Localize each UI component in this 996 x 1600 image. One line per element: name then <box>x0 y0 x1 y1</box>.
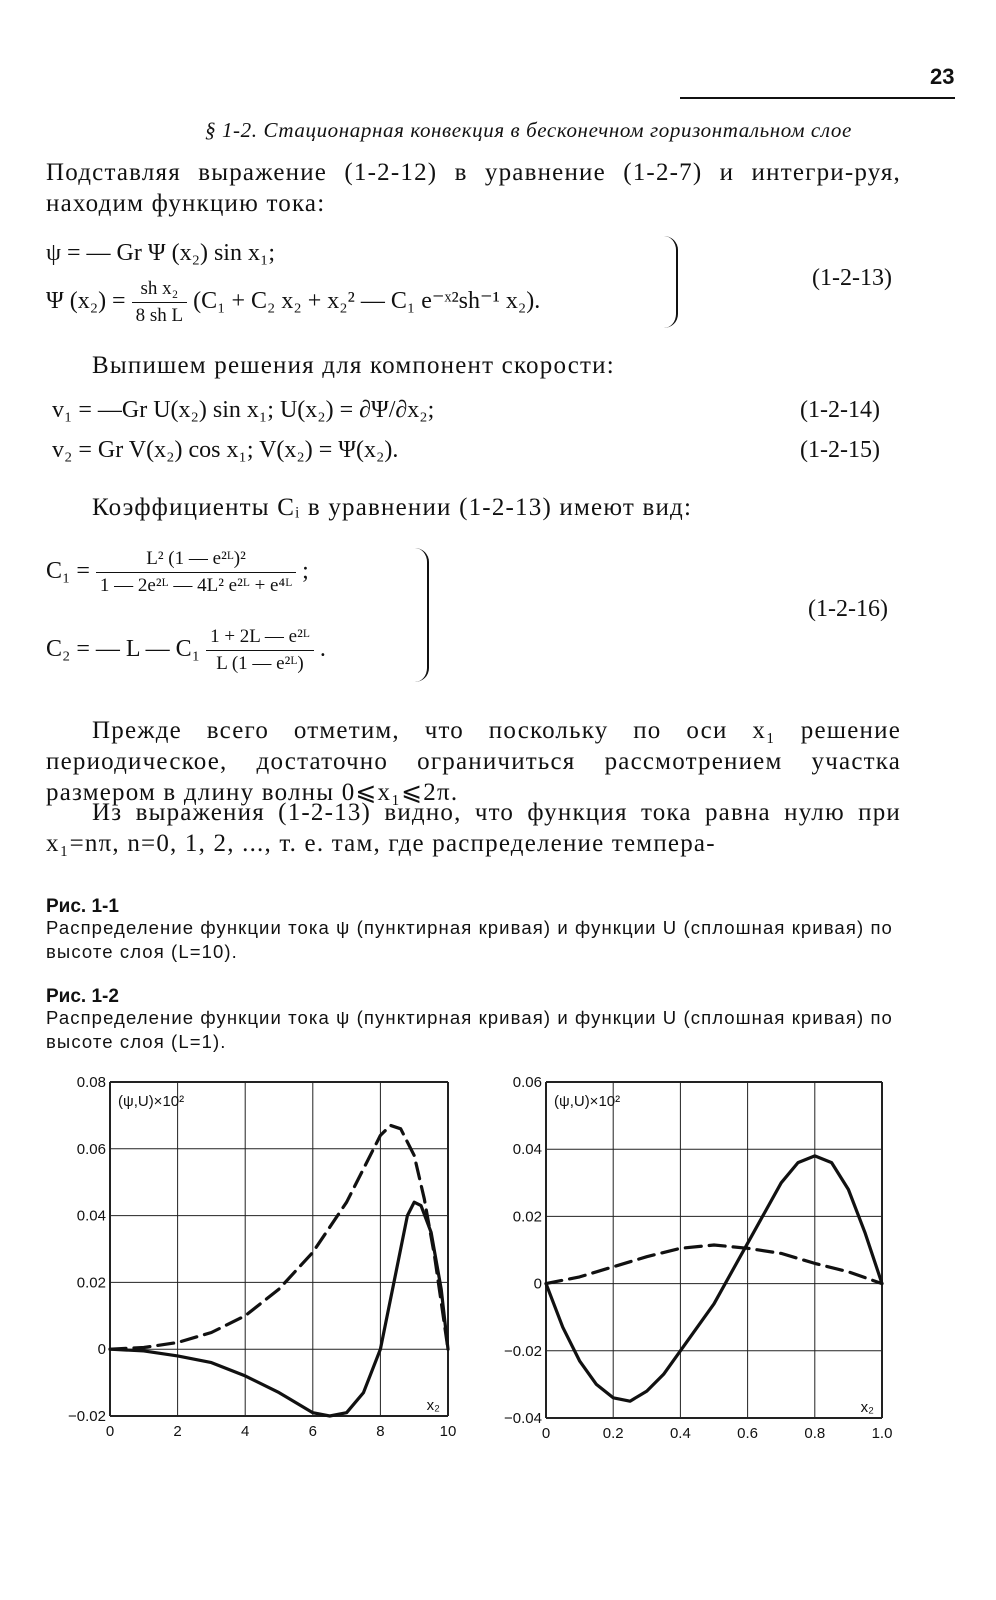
page-number: 23 <box>930 64 955 89</box>
chart-2 <box>480 1070 920 1460</box>
u-function-curve <box>546 1156 882 1401</box>
y-tick-label: −0.04 <box>504 1410 542 1427</box>
x-tick-label: 8 <box>376 1423 385 1440</box>
equation-16-c2: C₂ = — L — C₁ $\frac{\text{1 + 2L — e²ᴸ}}{\text{L (1 — e²ᴸ)}}$ . <box>46 626 326 674</box>
x-tick-label: 0.4 <box>669 1425 691 1442</box>
equation-13-number: (1-2-13) <box>812 265 892 291</box>
equation-15: v₂ = Gr V(x₂) cos x₁; V(x₂) = Ψ(x₂). <box>52 437 399 463</box>
equation-14: v₁ = —Gr U(x₂) sin x₁; U(x₂) = ∂Ψ/∂x₂; <box>52 397 435 423</box>
section-header: § 1-2. Стационарная конвекция в бесконечном горизонтальном слое <box>205 118 852 142</box>
equation-13-brace <box>664 236 678 328</box>
x-axis-label: x₂ <box>426 1397 440 1414</box>
x-tick-label: 0 <box>541 1425 551 1442</box>
equation-13-line1: ψ = — Gr Ψ (x₂) sin x₁; <box>46 240 275 266</box>
y-tick-label: 0.08 <box>76 1074 106 1091</box>
figure-1-caption: Распределение функции тока ψ (пунктирная кривая) и функции U (сплошная кривая) по высоте слоя (L=10). <box>46 917 893 962</box>
paragraph-2: Выпишем решения для компонент скорости: <box>92 352 615 379</box>
paragraph-5: Из выражения (1-2-13) видно, что функция тока равна нулю при x₁=nπ, n=0, 1, 2, ..., т. е. там, где распределение темпера- <box>46 799 901 857</box>
x-tick-label: 0.8 <box>804 1425 826 1442</box>
u-function-curve <box>110 1202 448 1416</box>
y-tick-label: 0.04 <box>512 1141 542 1159</box>
equation-16-brace <box>415 548 429 682</box>
y-tick-label: 0 <box>533 1275 542 1293</box>
x-tick-label: 0.2 <box>602 1425 624 1442</box>
equation-16-c1: C₁ = $\frac{\text{L² (1 — e²ᴸ)²}}{\text{1 — 2e²ᴸ — 4L² e²ᴸ + e⁴ᴸ}}$ ; <box>46 548 309 596</box>
x-tick-label: 2 <box>173 1423 182 1440</box>
x-tick-label: 4 <box>241 1423 250 1440</box>
y-tick-label: −0.02 <box>68 1408 106 1425</box>
figure-1-label: Рис. 1-1 <box>46 896 119 917</box>
stream-function-curve <box>110 1125 448 1349</box>
header-rule <box>680 97 955 99</box>
y-tick-label: 0.02 <box>512 1208 542 1226</box>
y-tick-label: 0.04 <box>76 1207 106 1225</box>
paragraph-1: Подставляя выражение (1-2-12) в уравнение (1-2-7) и интегри-руя, находим функцию тока: <box>46 159 901 217</box>
equation-15-number: (1-2-15) <box>800 437 880 463</box>
equation-13-fraction: $\frac{\text{sh x₂}}{\text{8 sh L}}$ <box>132 278 188 327</box>
axis-title: (ψ,U)×10² <box>554 1093 621 1110</box>
stream-function-curve <box>546 1245 882 1284</box>
axis-title: (ψ,U)×10² <box>118 1093 185 1110</box>
x-tick-label: 6 <box>308 1423 317 1440</box>
x-tick-label: 0 <box>105 1423 115 1440</box>
x-tick-label: 1.0 <box>871 1425 893 1442</box>
figure-2-caption: Распределение функции тока ψ (пунктирная кривая) и функции U (сплошная кривая) по высоте слоя (L=1). <box>46 1007 893 1052</box>
y-tick-label: 0.02 <box>76 1274 106 1292</box>
y-tick-label: 0 <box>97 1341 106 1359</box>
chart-1 <box>40 1070 480 1460</box>
x-tick-label: 0.6 <box>737 1425 759 1442</box>
figure-2-label: Рис. 1-2 <box>46 986 119 1007</box>
x-tick-label: 10 <box>439 1423 457 1440</box>
paragraph-4: Прежде всего отметим, что поскольку по оси x₁ решение периодическое, достаточно ограничиться рассмотрением участка размером в длину волны 0⩽x₁⩽2π. <box>46 717 901 806</box>
equation-16-number: (1-2-16) <box>808 596 888 622</box>
equation-16-c2-fraction: $\frac{\text{1 + 2L — e²ᴸ}}{\text{L (1 — e²ᴸ)}}$ <box>206 626 314 675</box>
equation-14-number: (1-2-14) <box>800 397 880 423</box>
y-tick-label: 0.06 <box>76 1140 106 1158</box>
x-axis-label: x₂ <box>860 1399 874 1416</box>
equation-13-line2: Ψ (x₂) = $\frac{\text{sh x₂}}{\text{8 sh L}}$ (C₁ + C₂ x₂ + x₂² — C₁ e⁻ˣ²sh⁻¹ x₂). <box>46 278 541 326</box>
y-tick-label: 0.06 <box>512 1074 542 1091</box>
equation-16-c1-fraction: $\frac{\text{L² (1 — e²ᴸ)²}}{\text{1 — 2e²ᴸ — 4L² e²ᴸ + e⁴ᴸ}}$ <box>96 548 296 597</box>
paragraph-3: Коэффициенты Cᵢ в уравнении (1-2-13) имеют вид: <box>92 494 693 521</box>
y-tick-label: −0.02 <box>504 1342 542 1360</box>
